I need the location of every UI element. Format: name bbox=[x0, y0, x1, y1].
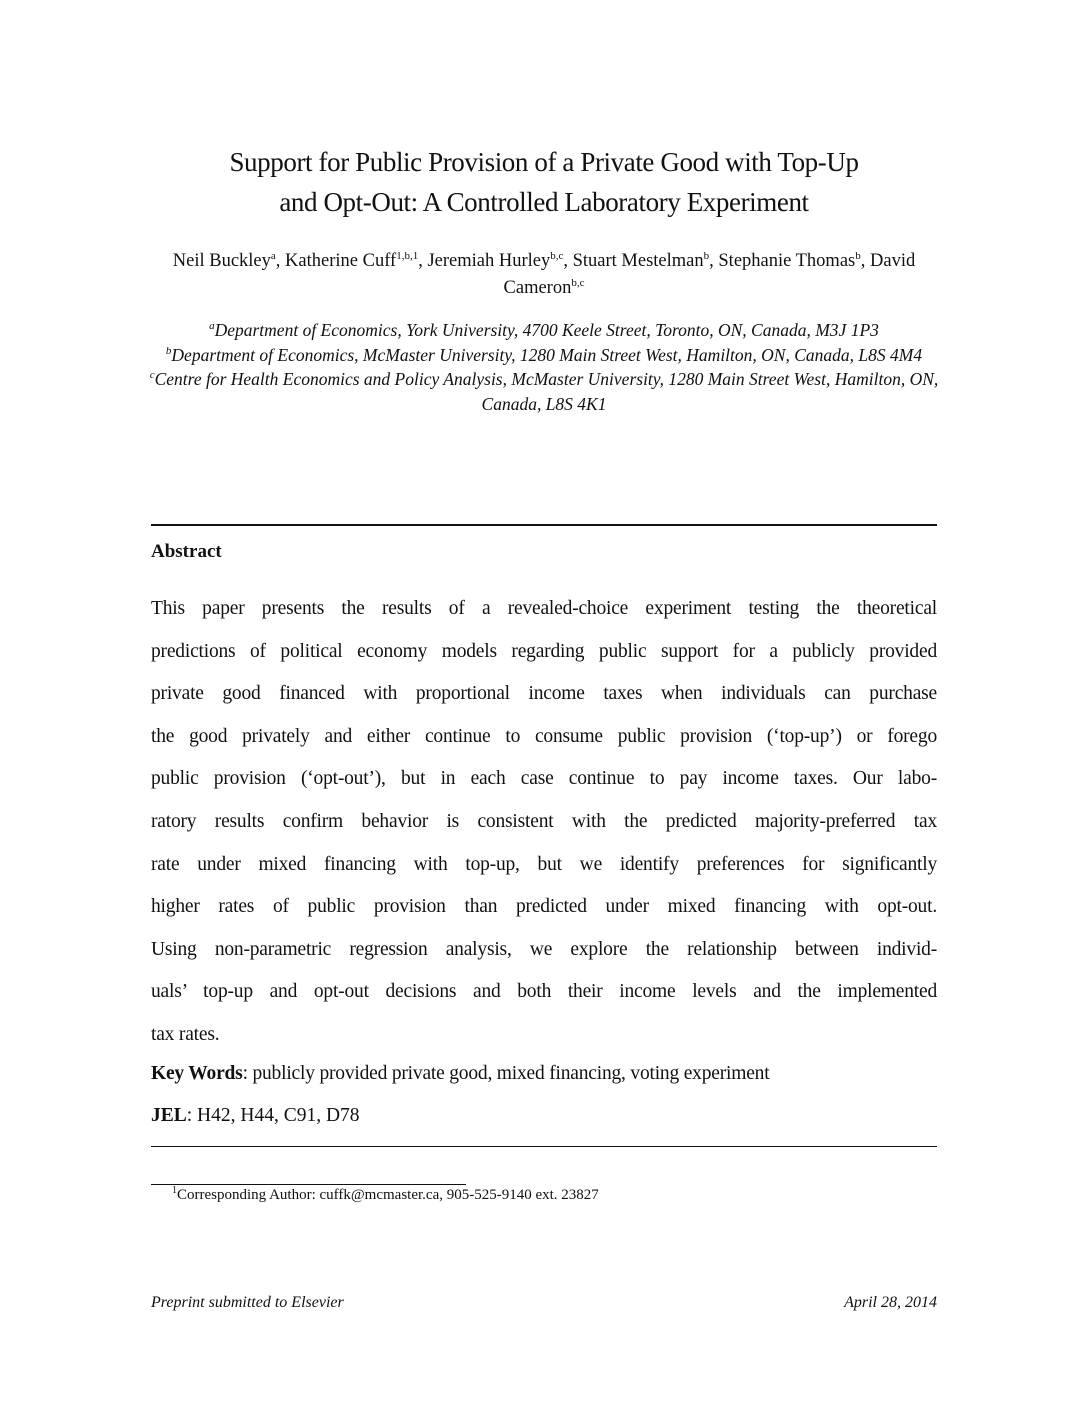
author-list bbox=[146, 248, 942, 302]
affiliation-text: Department of Economics, McMaster University, 1280 Main Street West, Hamilton, ON, Canada, L8S 4M4 bbox=[171, 344, 923, 365]
abstract-line: tax rates. bbox=[151, 1023, 220, 1045]
author-name: Stephanie Thomas bbox=[718, 251, 856, 271]
abstract-line: the good privately and either continue to consume public provision (‘top-up’) or forego bbox=[151, 725, 937, 747]
jel-codes bbox=[151, 1105, 360, 1127]
affiliation bbox=[146, 343, 942, 368]
abstract-line: This paper presents the results of a revealed-choice experiment testing the theoretical bbox=[151, 598, 937, 619]
author-sep: , bbox=[709, 251, 719, 271]
footer-preprint-note: Preprint submitted to Elsevier bbox=[151, 1294, 344, 1311]
jel-label: JEL bbox=[151, 1105, 187, 1126]
affiliation-mark: a bbox=[209, 320, 215, 333]
abstract-line: higher rates of public provision than predicted under mixed financing with opt-out. bbox=[151, 896, 937, 918]
author-sep: , bbox=[563, 251, 573, 271]
author bbox=[718, 251, 870, 271]
affiliation bbox=[146, 367, 942, 416]
author-sep: , bbox=[860, 251, 870, 271]
author-name: Jeremiah Hurley bbox=[427, 251, 551, 271]
keywords bbox=[151, 1063, 769, 1085]
abstract-line: uals’ top-up and opt-out decisions and both their income levels and the implemented bbox=[151, 981, 937, 1003]
footnote bbox=[172, 1187, 599, 1204]
jel-text: : H42, H44, C91, D78 bbox=[186, 1105, 360, 1126]
affiliation-text: Centre for Health Economics and Policy Analysis, McMaster University, 1280 Main Street West, Hamilton, ON, Canada, L8S 4K1 bbox=[154, 369, 939, 414]
footnote-rule bbox=[151, 1184, 466, 1185]
abstract-line: rate under mixed financing with top-up, but we identify preferences for significantly bbox=[151, 853, 937, 875]
affiliation bbox=[146, 318, 942, 343]
author-name: Neil Buckley bbox=[172, 251, 271, 271]
footnote-text: Corresponding Author: cuffk@mcmaster.ca, 905-525-9140 ext. 23827 bbox=[177, 1187, 599, 1203]
abstract-line: public provision (‘opt-out’), but in each case continue to pay income taxes. Our labo- bbox=[151, 768, 937, 790]
author-affil-mark: b,c bbox=[571, 276, 585, 289]
keywords-label: Key Words bbox=[151, 1063, 243, 1084]
author-name: David Cameron bbox=[503, 251, 916, 298]
footer-date: April 28, 2014 bbox=[844, 1294, 937, 1311]
abstract-bottom-rule bbox=[151, 1146, 937, 1147]
author-affil-mark: 1,b,1 bbox=[396, 249, 419, 262]
abstract-top-rule bbox=[151, 524, 937, 526]
author bbox=[427, 251, 572, 271]
abstract-body bbox=[151, 588, 937, 1057]
author-name: Katherine Cuff bbox=[285, 251, 397, 271]
abstract-heading: Abstract bbox=[151, 541, 222, 562]
paper-title bbox=[140, 142, 948, 222]
author bbox=[285, 251, 427, 271]
author-name: Stuart Mestelman bbox=[572, 251, 704, 271]
affiliation-mark: b bbox=[165, 344, 172, 357]
keywords-text: : publicly provided private good, mixed financing, voting experiment bbox=[242, 1063, 770, 1084]
author-affil-mark: b bbox=[855, 249, 861, 262]
author bbox=[573, 251, 719, 271]
author-affil-mark: b bbox=[703, 249, 710, 262]
affiliation-text: Department of Economics, York University, 4700 Keele Street, Toronto, ON, Canada, M3J 1P3 bbox=[214, 320, 879, 340]
affiliation-list bbox=[146, 318, 942, 416]
author-sep: , bbox=[418, 251, 428, 271]
abstract-line: predictions of political economy models regarding public support for a publicly provided bbox=[151, 640, 937, 662]
author-affil-mark: b,c bbox=[550, 249, 564, 262]
affiliation-mark: c bbox=[149, 369, 155, 382]
abstract-line: ratory results confirm behavior is consistent with the predicted majority-preferred tax bbox=[151, 810, 937, 832]
abstract-line: Using non-parametric regression analysis, we explore the relationship between individ- bbox=[151, 938, 937, 960]
title-line: Support for Public Provision of a Private Good with Top-Up bbox=[229, 147, 859, 177]
author-sep: , bbox=[275, 251, 286, 271]
title-line: and Opt-Out: A Controlled Laboratory Experiment bbox=[279, 187, 809, 217]
author bbox=[173, 251, 285, 271]
footnote-mark: 1 bbox=[172, 1185, 177, 1196]
abstract-line: private good financed with proportional income taxes when individuals can purchase bbox=[151, 683, 937, 705]
author-affil-mark: a bbox=[270, 249, 276, 262]
